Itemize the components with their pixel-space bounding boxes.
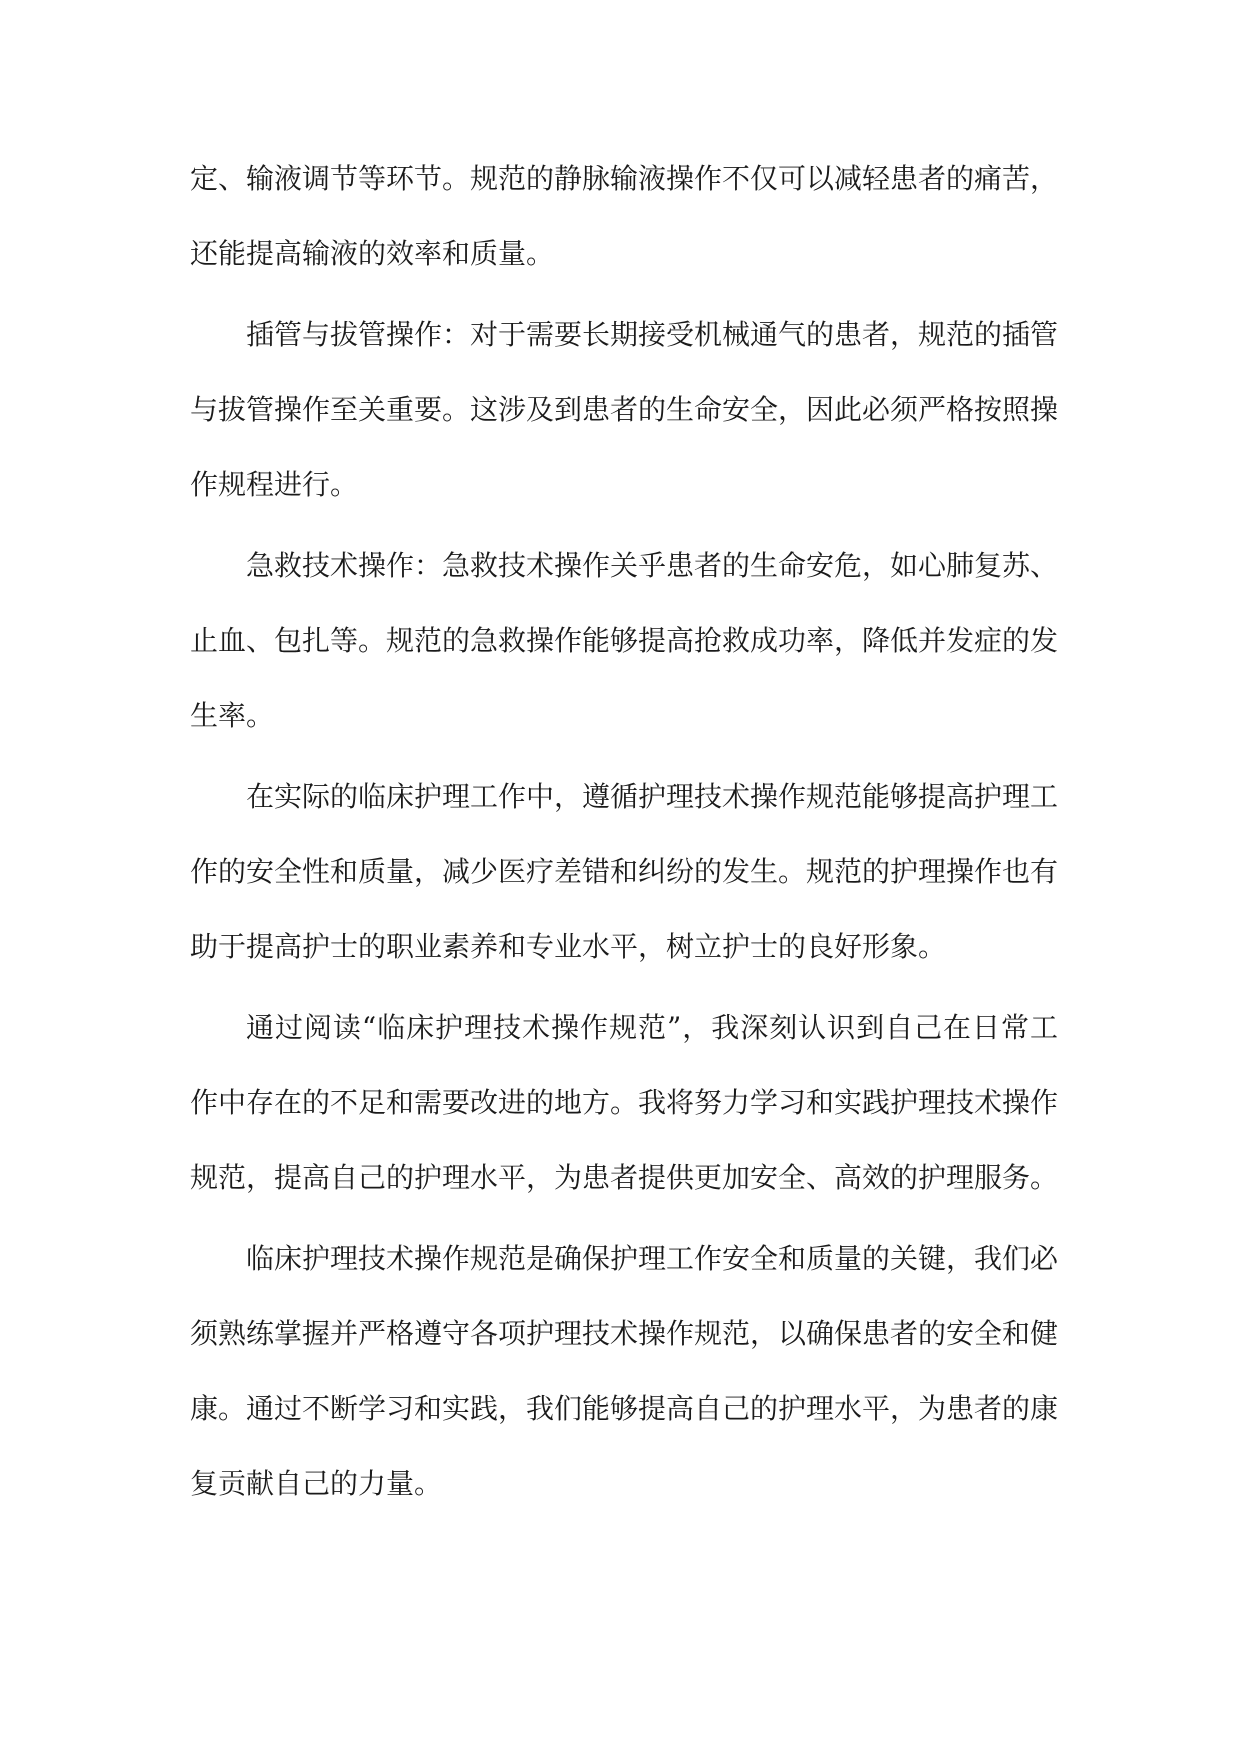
paragraph-emergency-care: 急救技术操作：急救技术操作关乎患者的生命安危，如心肺复苏、止血、包扎等。规范的急救操作能够提高抢救成功率，降低并发症的发生率。 <box>190 549 1059 732</box>
paragraph-intubation: 插管与拔管操作：对于需要长期接受机械通气的患者，规范的插管与拔管操作至关重要。这涉及到患者的生命安全，因此必须严格按照操作规程进行。 <box>190 318 1059 501</box>
paragraph-iv-infusion-continued: 定、输液调节等环节。规范的静脉输液操作不仅可以减轻患者的痛苦，还能提高输液的效率和质量。 <box>190 162 1059 270</box>
paragraph-clinical-practice: 在实际的临床护理工作中，遵循护理技术操作规范能够提高护理工作的安全性和质量，减少医疗差错和纠纷的发生。规范的护理操作也有助于提高护士的职业素养和专业水平，树立护士的良好形象。 <box>190 780 1059 963</box>
paragraph-reflection: 通过阅读“临床护理技术操作规范”，我深刻认识到自己在日常工作中存在的不足和需要改进的地方。我将努力学习和实践护理技术操作规范，提高自己的护理水平，为患者提供更加安全、高效的护理服务。 <box>190 1011 1059 1194</box>
paragraph-conclusion: 临床护理技术操作规范是确保护理工作安全和质量的关键，我们必须熟练掌握并严格遵守各项护理技术操作规范，以确保患者的安全和健康。通过不断学习和实践，我们能够提高自己的护理水平，为患者的康复贡献自己的力量。 <box>190 1242 1059 1500</box>
document-body <box>190 141 1058 1527</box>
